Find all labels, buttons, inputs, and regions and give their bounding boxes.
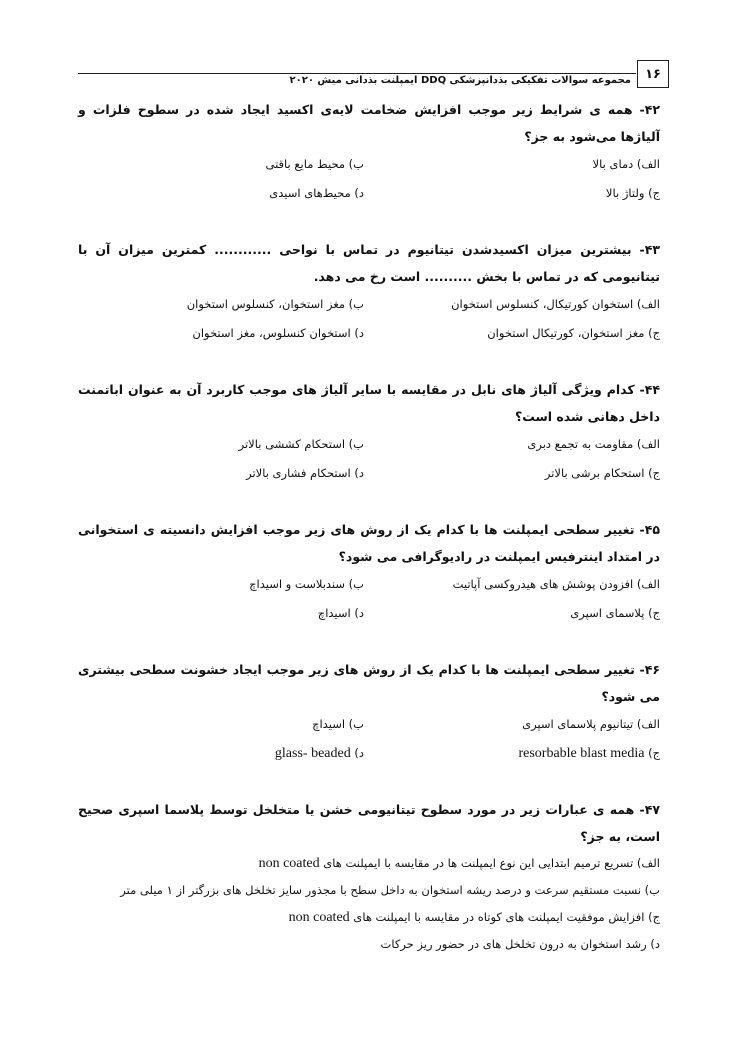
option-b: ب) محیط مایع باقتی — [265, 157, 364, 171]
question-43 — [78, 236, 660, 348]
option-prefix: ج) — [644, 746, 660, 760]
question-stem: ۴۳- بیشترین میزان اکسیدشدن تیتانیوم در تماس با نواحی ............ کمترین میزان آن با تیتانیومی که در تماس با بخش .......... است رخ می دهد. — [78, 242, 660, 284]
divider-space — [78, 348, 660, 376]
divider-space — [78, 768, 660, 796]
option-grid — [78, 430, 660, 488]
option-a — [78, 850, 660, 877]
question-list — [78, 96, 660, 958]
option-d: د) استخوان کنسلوس، مغز استخوان — [192, 326, 364, 340]
option-b: ب) اسیداچ — [312, 717, 364, 731]
option-a: الف) دمای بالا — [592, 157, 660, 171]
option-text: ج) افزایش موفقیت ایمپلنت های کوتاه در مقایسه با ایمپلنت های — [349, 910, 660, 924]
question-44 — [78, 376, 660, 488]
option-grid — [78, 150, 660, 208]
question-stem: ۴۶- تغییر سطحی ایمپلنت ها با کدام یک از روش های زیر موجب ایجاد خشونت سطحی بیشتری می شود؟ — [78, 662, 660, 704]
option-c: ج) ولتاژ بالا — [605, 186, 660, 200]
option-a: الف) مقاومت به تجمع دبری — [527, 437, 660, 451]
question-stem: ۴۷- همه ی عبارات زیر در مورد سطوح تیتانیومی خشن یا متخلخل توسط پلاسما اسپری صحیح است، به جز؟ — [78, 802, 660, 844]
page-number: ۱۶ — [645, 66, 661, 82]
question-stem: ۴۲- همه ی شرایط زیر موجب افزایش ضخامت لایه‌ی اکسید ایجاد شده در سطوح فلزات و آلیاژها می‌شود به جز؟ — [78, 102, 660, 144]
option-d: د) محیط‌های اسیدی — [269, 186, 364, 200]
option-c — [78, 904, 660, 931]
option-grid — [78, 570, 660, 628]
latin-term: resorbable blast media — [518, 746, 645, 761]
option-b: ب) نسبت مستقیم سرعت و درصد ریشه استخوان به داخل سطح با مجذور سایز تخلخل های بزرگتر از ۱ میلی متر — [120, 883, 660, 897]
divider-space — [78, 628, 660, 656]
divider-space — [78, 208, 660, 236]
option-text: الف) تسریع ترمیم ابتدایی این نوع ایمپلنت ها در مقایسه با ایمپلنت های — [319, 856, 660, 870]
option-a: الف) تیتانیوم پلاسمای اسپری — [522, 717, 660, 731]
page-number-box — [637, 60, 669, 88]
option-grid — [78, 710, 660, 768]
question-46 — [78, 656, 660, 768]
option-d: د) اسیداچ — [317, 606, 364, 620]
option-d — [78, 739, 364, 768]
option-d: د) رشد استخوان به درون تخلخل های در حضور ریز حرکات — [380, 937, 660, 951]
option-c: ج) مغز استخوان، کورتیکال استخوان — [487, 326, 660, 340]
option-b: ب) استحکام کششی بالاتر — [238, 437, 364, 451]
header-rule — [78, 73, 636, 74]
running-header-title: مجموعه سوالات تفکیکی بذدانپزشکی DDQ ایمپلنت بذدانی میش ۲۰۲۰ — [289, 75, 631, 86]
option-grid — [78, 290, 660, 348]
divider-space — [78, 488, 660, 516]
question-stem: ۴۵- تغییر سطحی ایمپلنت ها با کدام یک از روش های زیر موجب افزایش دانسیته ی استخوانی در امتداد اینترفیس ایمپلنت در رادیوگرافی می شود؟ — [78, 522, 660, 564]
option-c: ج) استحکام برشی بالاتر — [544, 466, 660, 480]
option-b: ب) سندبلاست و اسیداچ — [249, 577, 364, 591]
option-prefix: د) — [350, 746, 364, 760]
option-a: الف) استخوان کورتیکال، کنسلوس استخوان — [451, 297, 660, 311]
option-c — [374, 739, 660, 768]
latin-term: non coated — [258, 856, 320, 871]
question-stem: ۴۴- کدام ویژگی آلیاژ های نابل در مقایسه با سایر آلیاژ های موجب کاربرد آن به عنوان اباتمنت داخل دهانی شده است؟ — [78, 382, 660, 424]
option-c: ج) پلاسمای اسپری — [570, 606, 660, 620]
question-45 — [78, 516, 660, 628]
option-d: د) استحکام فشاری بالاتر — [246, 466, 364, 480]
latin-term: non coated — [288, 910, 350, 925]
question-47 — [78, 796, 660, 958]
question-42 — [78, 96, 660, 208]
option-b: ب) مغز استخوان، کنسلوس استخوان — [186, 297, 364, 311]
latin-term: glass- beaded — [274, 746, 351, 761]
option-list — [78, 850, 660, 958]
option-a: الف) افزودن پوشش های هیدروکسی آپاتیت — [452, 577, 660, 591]
